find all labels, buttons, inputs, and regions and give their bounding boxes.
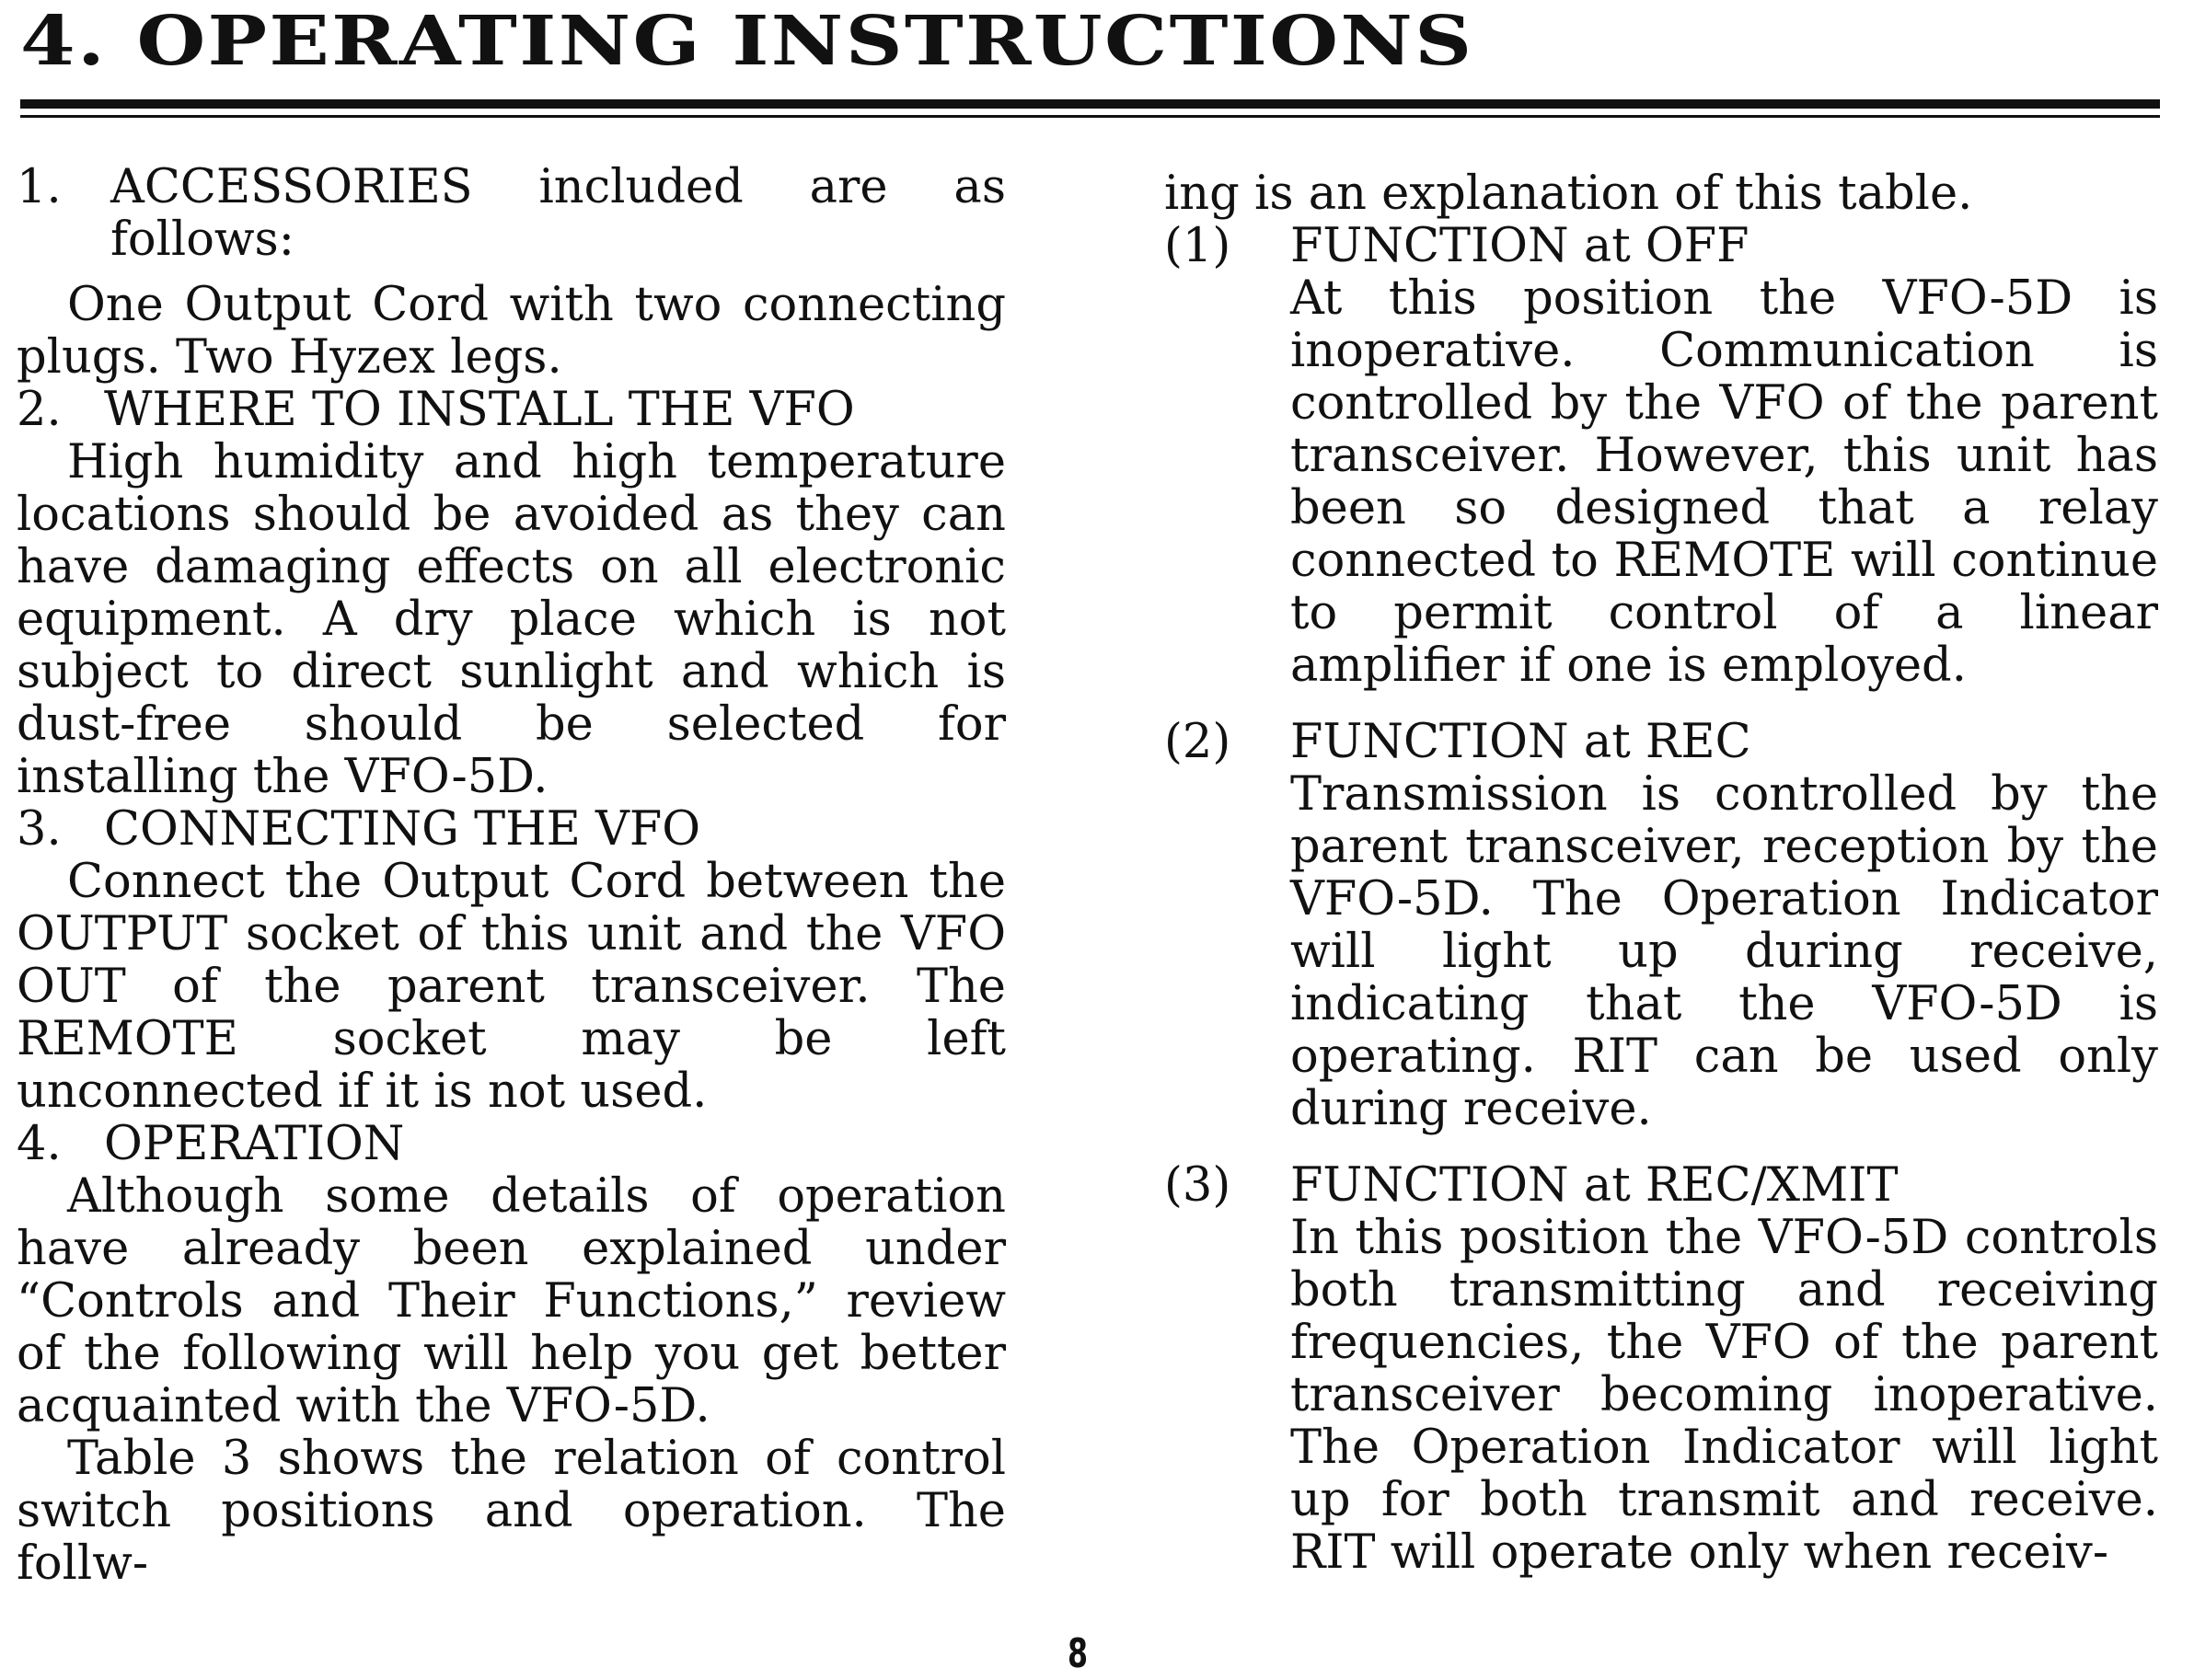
item-text: Transmission is controlled by the parent transceiver, reception by the VFO-5D. The Operation Indicator will light up during receive, indicating that the VFO-5D is operating. RIT can be used only during receive. <box>1290 767 2158 1136</box>
section-number: 2. <box>17 383 62 437</box>
section-heading-connecting <box>17 803 1006 856</box>
title-rule-thick <box>20 99 2160 109</box>
title-rule-thin <box>20 115 2160 118</box>
section-heading: CONNECTING THE VFO <box>104 802 701 857</box>
item-heading: FUNCTION at REC/XMIT <box>1290 1158 1899 1213</box>
section-text: ACCESSORIES included are as follows: <box>110 160 1006 267</box>
continuation-text: ing is an explanation of this table. <box>1164 167 1973 221</box>
operation-body-2: Table 3 shows the relation of control switch positions and operation. The follw- <box>17 1432 1006 1591</box>
accessories-body: One Output Cord with two connecting plugs. Two Hyzex legs. <box>17 278 1006 385</box>
operation-body-1: Although some details of operation have already been explained under “Controls and Their Functions,” review of the following will help you get better acquainted with the VFO-5D. <box>17 1169 1006 1433</box>
section-number: 1. <box>17 160 62 214</box>
connecting-body: Connect the Output Cord between the OUTPUT socket of this unit and the VFO OUT of the parent transceiver. The REMOTE socket may be left unconnected if it is not used. <box>17 855 1006 1119</box>
item-number: (2) <box>1164 715 1231 769</box>
item-number: (3) <box>1164 1158 1231 1213</box>
section-heading: WHERE TO INSTALL THE VFO <box>104 383 855 437</box>
right-column <box>1164 167 2158 1579</box>
left-column <box>17 161 1006 1590</box>
item-text: In this position the VFO-5D controls both transmitting and receiving frequencies, the VFO of the parent transceiver becoming inoperative. The Operation Indicator will light up for both transmit and receive. RIT will operate only when receiv- <box>1290 1211 2158 1580</box>
section-number: 4. <box>17 1117 62 1171</box>
section-number: 3. <box>17 802 62 857</box>
item-number: (1) <box>1164 219 1231 273</box>
section-heading-operation <box>17 1118 1006 1170</box>
install-body: High humidity and high temperature locations should be avoided as they can have damaging effects on all electronic equipment. A dry place which is not subject to direct sunlight and which is dust-free should be selected for installing the VFO-5D. <box>17 435 1006 804</box>
function-item-rec-xmit <box>1164 1159 2158 1579</box>
item-text: At this position the VFO-5D is inoperative. Communication is controlled by the VFO of the parent transceiver. However, this unit has been so designed that a relay connected to REMOTE will continue to permit control of a linear amplifier if one is employed. <box>1290 271 2158 693</box>
page-number: 8 <box>1068 1630 1089 1677</box>
section-heading: OPERATION <box>104 1117 405 1171</box>
section-heading-install <box>17 384 1006 436</box>
item-heading: FUNCTION at REC <box>1290 715 1751 769</box>
function-item-rec <box>1164 716 2158 1135</box>
function-item-off <box>1164 220 2158 692</box>
page-title: 4. OPERATING INSTRUCTIONS <box>20 2 1474 81</box>
section-accessories <box>17 161 1006 266</box>
item-heading: FUNCTION at OFF <box>1290 219 1749 273</box>
